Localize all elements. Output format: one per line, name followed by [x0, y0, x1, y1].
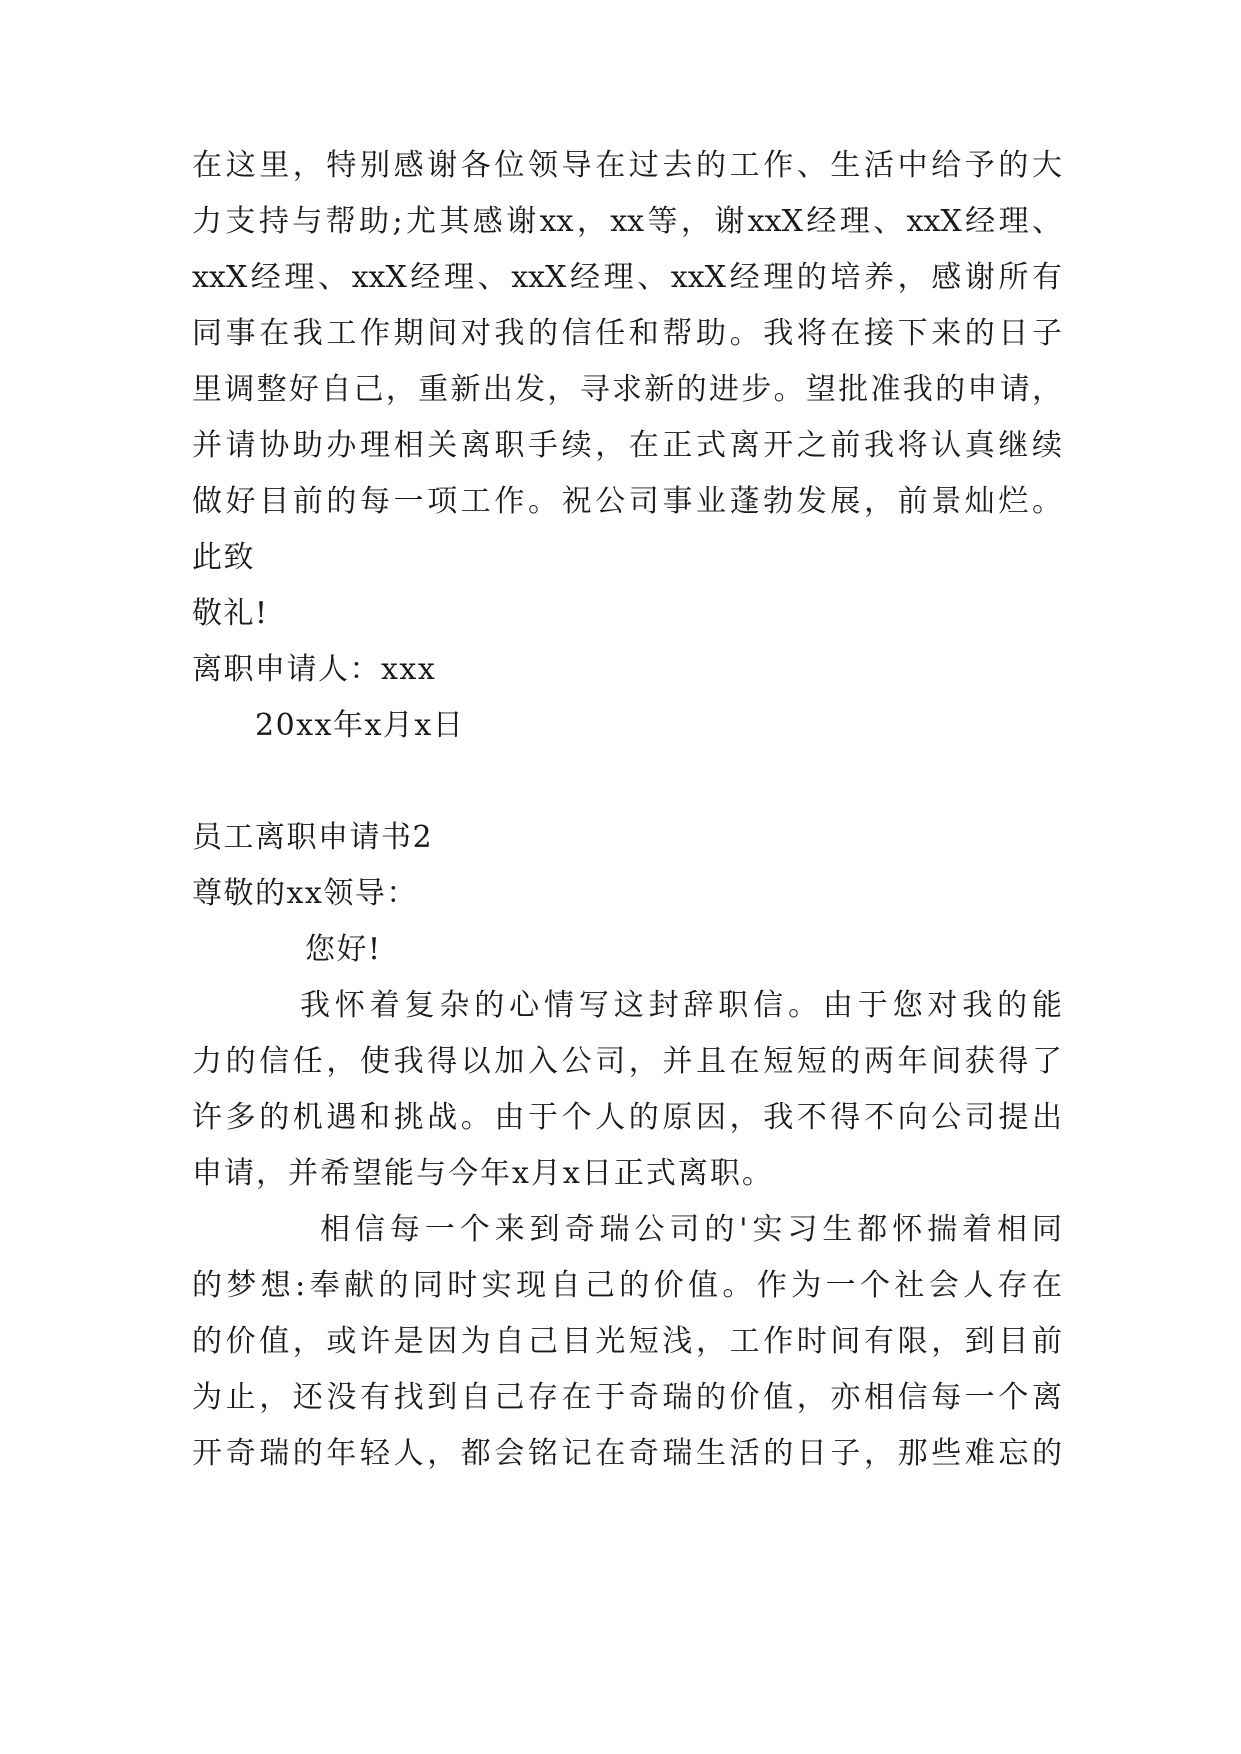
signature-line: 离职申请人：xxx: [192, 652, 437, 687]
paragraph-line: 为止，还没有找到自己存在于奇瑞的价值，亦相信每一个离: [192, 1380, 1062, 1415]
section-title: 员工离职申请书2: [192, 820, 434, 855]
paragraph-line: 许多的机遇和挑战。由于个人的原因，我不得不向公司提出: [192, 1100, 1062, 1135]
paragraph-line: 力的信任，使我得以加入公司，并且在短短的两年间获得了: [192, 1044, 1062, 1079]
salute-text: 敬礼!: [192, 596, 269, 631]
date-line: 20xx年x月x日: [255, 708, 465, 743]
paragraph-line: 我怀着复杂的心情写这封辞职信。由于您对我的能: [300, 988, 1062, 1023]
body-line: 力支持与帮助;尤其感谢xx，xx等，谢xxX经理、xxX经理、: [192, 204, 1062, 239]
body-line: 并请协助办理相关离职手续，在正式离开之前我将认真继续: [192, 428, 1062, 463]
greeting: 您好!: [305, 932, 382, 967]
paragraph-line: 相信每一个来到奇瑞公司的'实习生都怀揣着相同: [320, 1212, 1062, 1247]
paragraph-line: 申请，并希望能与今年x月x日正式离职。: [192, 1156, 774, 1191]
paragraph-line: 的价值，或许是因为自己目光短浅，工作时间有限，到目前: [192, 1324, 1062, 1359]
paragraph-line: 开奇瑞的年轻人，都会铭记在奇瑞生活的日子，那些难忘的: [192, 1436, 1062, 1471]
body-line: 里调整好自己，重新出发，寻求新的进步。望批准我的申请，: [192, 372, 1062, 407]
body-line: 在这里，特别感谢各位领导在过去的工作、生活中给予的大: [192, 148, 1062, 183]
salutation: 尊敬的xx领导：: [192, 876, 418, 911]
paragraph-line: 的梦想:奉献的同时实现自己的价值。作为一个社会人存在: [192, 1268, 1062, 1303]
body-line: 做好目前的每一项工作。祝公司事业蓬勃发展，前景灿烂。: [192, 484, 1062, 519]
closing-text: 此致: [192, 540, 255, 575]
body-line: xxX经理、xxX经理、xxX经理、xxX经理的培养，感谢所有: [192, 260, 1062, 295]
body-line: 同事在我工作期间对我的信任和帮助。我将在接下来的日子: [192, 316, 1062, 351]
